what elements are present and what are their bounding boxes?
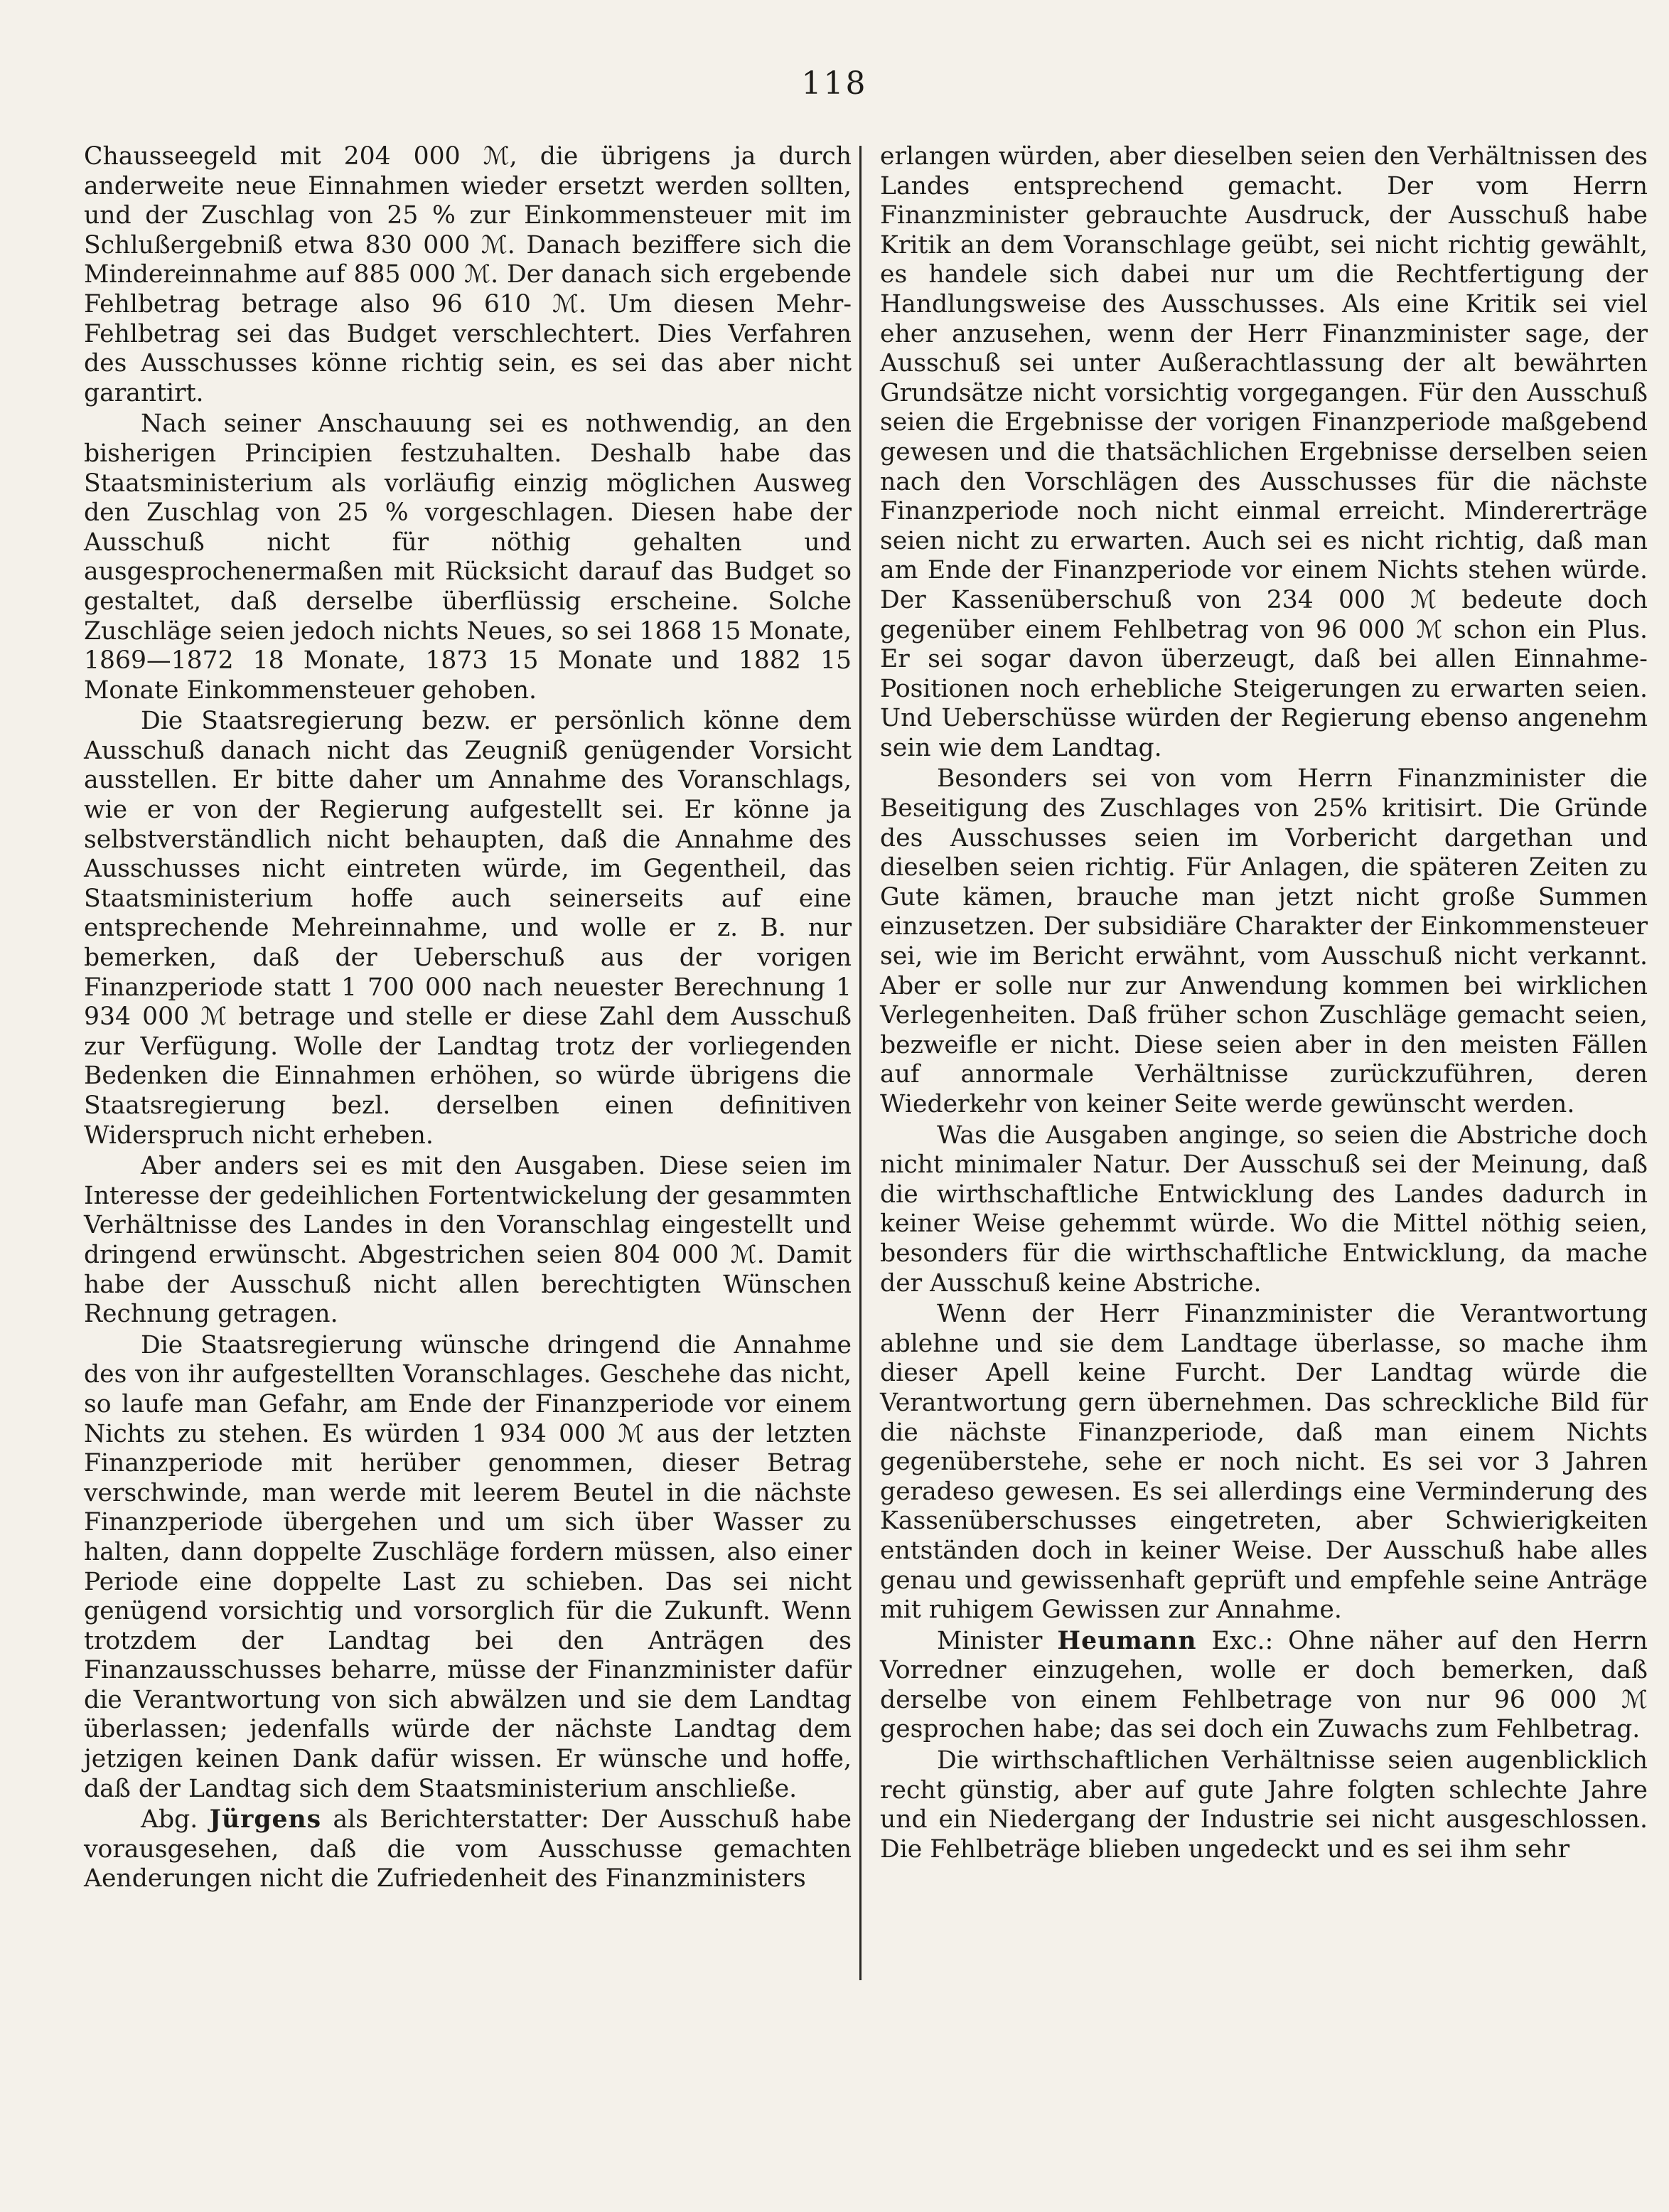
right-column	[880, 142, 1648, 1864]
page-number: 118	[801, 65, 868, 102]
left-paragraph-5: Die Staatsregierung wünsche dringend die Annahme des von ihr aufgestellten Voranschlages. Geschehe das nicht, so laufe man Gefahr, am Ende der Finanzperiode vor einem Nichts zu stehen. Es würden 1 934 000 ℳ aus der letzten Finanzperiode mit herüber genommen, dieser Betrag verschwinde, man werde mit leerem Beutel in die nächste Finanzperiode übergehen und um sich über Wasser zu halten, dann doppelte Zuschläge fordern müssen, also einer Periode eine doppelte Last zu schieben. Das sei nicht genügend vorsichtig und vorsorglich für die Zukunft. Wenn trotzdem der Landtag bei den Anträgen des Finanzausschusses beharre, müsse der Finanzminister dafür die Verantwortung von sich abwälzen und sie dem Landtag überlassen; jedenfalls würde der nächste Landtag dem jetzigen keinen Dank dafür wissen. Er wünsche und hoffe, daß der Landtag sich dem Staatsministerium anschließe.	[84, 1330, 852, 1803]
left-paragraph-2: Nach seiner Anschauung sei es nothwendig, an den bisherigen Principien festzuhalten. Deshalb habe das Staatsministerium als vorläufig einzig möglichen Ausweg den Zuschlag von 25 % vorgeschlagen. Diesen habe der Ausschuß nicht für nöthig gehalten und ausgesprochenermaßen mit Rücksicht darauf das Budget so gestaltet, daß derselbe überflüssig erscheine. Solche Zuschläge seien jedoch nichts Neues, so sei 1868 15 Monate, 1869—1872 18 Monate, 1873 15 Monate und 1882 15 Monate Einkommensteuer gehoben.	[84, 410, 852, 705]
speaker-name-heumann: Heumann	[1057, 1626, 1197, 1655]
left-paragraph-1: Chausseegeld mit 204 000 ℳ, die übrigens ja durch anderweite neue Einnahmen wieder ersetzt werden sollten, und der Zuschlag von 25 % zur Einkommensteuer mit im Schlußergebniß etwa 830 000 ℳ. Danach beziffere sich die Mindereinnahme auf 885 000 ℳ. Der danach sich ergebende Fehlbetrag betrage also 96 610 ℳ. Um diesen Mehr-Fehlbetrag sei das Budget verschlechtert. Dies Verfahren des Ausschusses könne richtig sein, es sei das aber nicht garantirt.	[84, 142, 852, 407]
right-paragraph-3: Was die Ausgaben anginge, so seien die Abstriche doch nicht minimaler Natur. Der Ausschuß sei der Meinung, daß die wirthschaftliche Entwicklung des Landes dadurch in keiner Weise gehemmt würde. Wo die Mittel nöthig seien, besonders für die wirthschaftliche Entwicklung, da mache der Ausschuß keine Abstriche.	[880, 1121, 1648, 1298]
right-paragraph-4: Wenn der Herr Finanzminister die Verantwortung ablehne und sie dem Landtage überlasse, so mache ihm dieser Apell keine Furcht. Der Landtag würde die Verantwortung gern übernehmen. Das schreckliche Bild für die nächste Finanzperiode, daß man einem Nichts gegenüberstehe, sehe er noch nicht. Es sei vor 3 Jahren geradeso gewesen. Es sei allerdings eine Verminderung des Kassenüberschusses eingetreten, aber Schwierigkeiten entständen doch in keiner Weise. Der Ausschuß habe alles genau und gewissenhaft geprüft und empfehle seine Anträge mit ruhigem Gewissen zur Annahme.	[880, 1300, 1648, 1625]
right-paragraph-2: Besonders sei von vom Herrn Finanzminister die Beseitigung des Zuschlages von 25% kritisirt. Die Gründe des Ausschusses seien im Vorbericht dargethan und dieselben seien richtig. Für Anlagen, die späteren Zeiten zu Gute kämen, brauche man jetzt nicht große Summen einzusetzen. Der subsidiäre Charakter der Einkommensteuer sei, wie im Bericht erwähnt, vom Ausschuß nicht verkannt. Aber er solle nur zur Anwendung kommen bei wirklichen Verlegenheiten. Daß früher schon Zuschläge gemacht seien, bezweifle er nicht. Diese seien aber in den meisten Fällen auf annormale Verhältnisse zurückzuführen, deren Wiederkehr von keiner Seite werde gewünscht werden.	[880, 764, 1648, 1118]
left-paragraph-4: Aber anders sei es mit den Ausgaben. Diese seien im Interesse der gedeihlichen Fortentwickelung der gesammten Verhältnisse des Landes in den Voranschlag eingestellt und dringend erwünscht. Abgestrichen seien 804 000 ℳ. Damit habe der Ausschuß nicht allen berechtigten Wünschen Rechnung getragen.	[84, 1152, 852, 1329]
speaker-title: Abg.	[141, 1805, 198, 1834]
left-paragraph-3: Die Staatsregierung bezw. er persönlich könne dem Ausschuß danach nicht das Zeugniß genügender Vorsicht ausstellen. Er bitte daher um Annahme des Voranschlags, wie er von der Regierung aufgestellt sei. Er könne ja selbstverständlich nicht behaupten, daß die Annahme des Ausschusses nicht eintreten würde, im Gegentheil, das Staatsministerium hoffe auch seinerseits auf eine entsprechende Mehreinnahme, und wolle er z. B. nur bemerken, daß der Ueberschuß aus der vorigen Finanzperiode statt 1 700 000 nach neuester Berechnung 1 934 000 ℳ betrage und stelle er diese Zahl dem Ausschuß zur Verfügung. Wolle der Landtag trotz der vorliegenden Bedenken die Einnahmen erhöhen, so würde übrigens die Staatsregierung bezl. derselben einen definitiven Widerspruch nicht erheben.	[84, 707, 852, 1150]
right-paragraph-1: erlangen würden, aber dieselben seien den Verhältnissen des Landes entsprechend gemacht. Der vom Herrn Finanzminister gebrauchte Ausdruck, der Ausschuß habe Kritik an dem Voranschlage geübt, sei nicht richtig gewählt, es handele sich dabei nur um die Rechtfertigung der Handlungsweise des Ausschusses. Als eine Kritik sei viel eher anzusehen, wenn der Herr Finanzminister sage, der Ausschuß sei unter Außerachtlassung der alt bewährten Grundsätze nicht vorsichtig vorgegangen. Für den Ausschuß seien die Ergebnisse der vorigen Finanzperiode maßgebend gewesen und die thatsächlichen Ergebnisse derselben seien nach den Vorschlägen des Ausschusses für die nächste Finanzperiode noch nicht einmal erreicht. Mindererträge seien nicht zu erwarten. Auch sei es nicht richtig, daß man am Ende der Finanzperiode vor einem Nichts stehen würde. Der Kassenüberschuß von 234 000 ℳ bedeute doch gegenüber einem Fehlbetrag von 96 000 ℳ schon ein Plus. Er sei sogar davon überzeugt, daß bei allen Einnahme-Positionen noch erhebliche Steigerungen zu erwarten seien. Und Ueberschüsse würden der Regierung ebenso angenehm sein wie dem Landtag.	[880, 142, 1648, 762]
speaker-statement: Exc.: Ohne näher auf den Herrn Vorredner einzugehen, wolle er doch bemerken, daß derselbe von einem Fehlbetrage von nur 96 000 ℳ gesprochen habe; das sei doch ein Zuwachs zum Fehlbetrag.	[880, 1626, 1648, 1744]
right-paragraph-5	[880, 1627, 1648, 1745]
speaker-statement: als Berichterstatter: Der Ausschuß habe vorausgesehen, daß die vom Ausschusse gemachten Aenderungen nicht die Zufriedenheit des Finanzministers	[84, 1805, 852, 1893]
column-divider	[859, 146, 862, 1980]
left-paragraph-6	[84, 1805, 852, 1894]
speaker-name-juergens: Jürgens	[209, 1805, 322, 1834]
right-paragraph-6: Die wirthschaftlichen Verhältnisse seien augenblicklich recht günstig, aber auf gute Jahre folgten schlechte Jahre und ein Niedergang der Industrie sei nicht ausgeschlossen. Die Fehlbeträge blieben ungedeckt und es sei ihm sehr	[880, 1746, 1648, 1864]
left-column	[84, 142, 852, 1894]
speaker-title: Minister	[937, 1626, 1043, 1655]
